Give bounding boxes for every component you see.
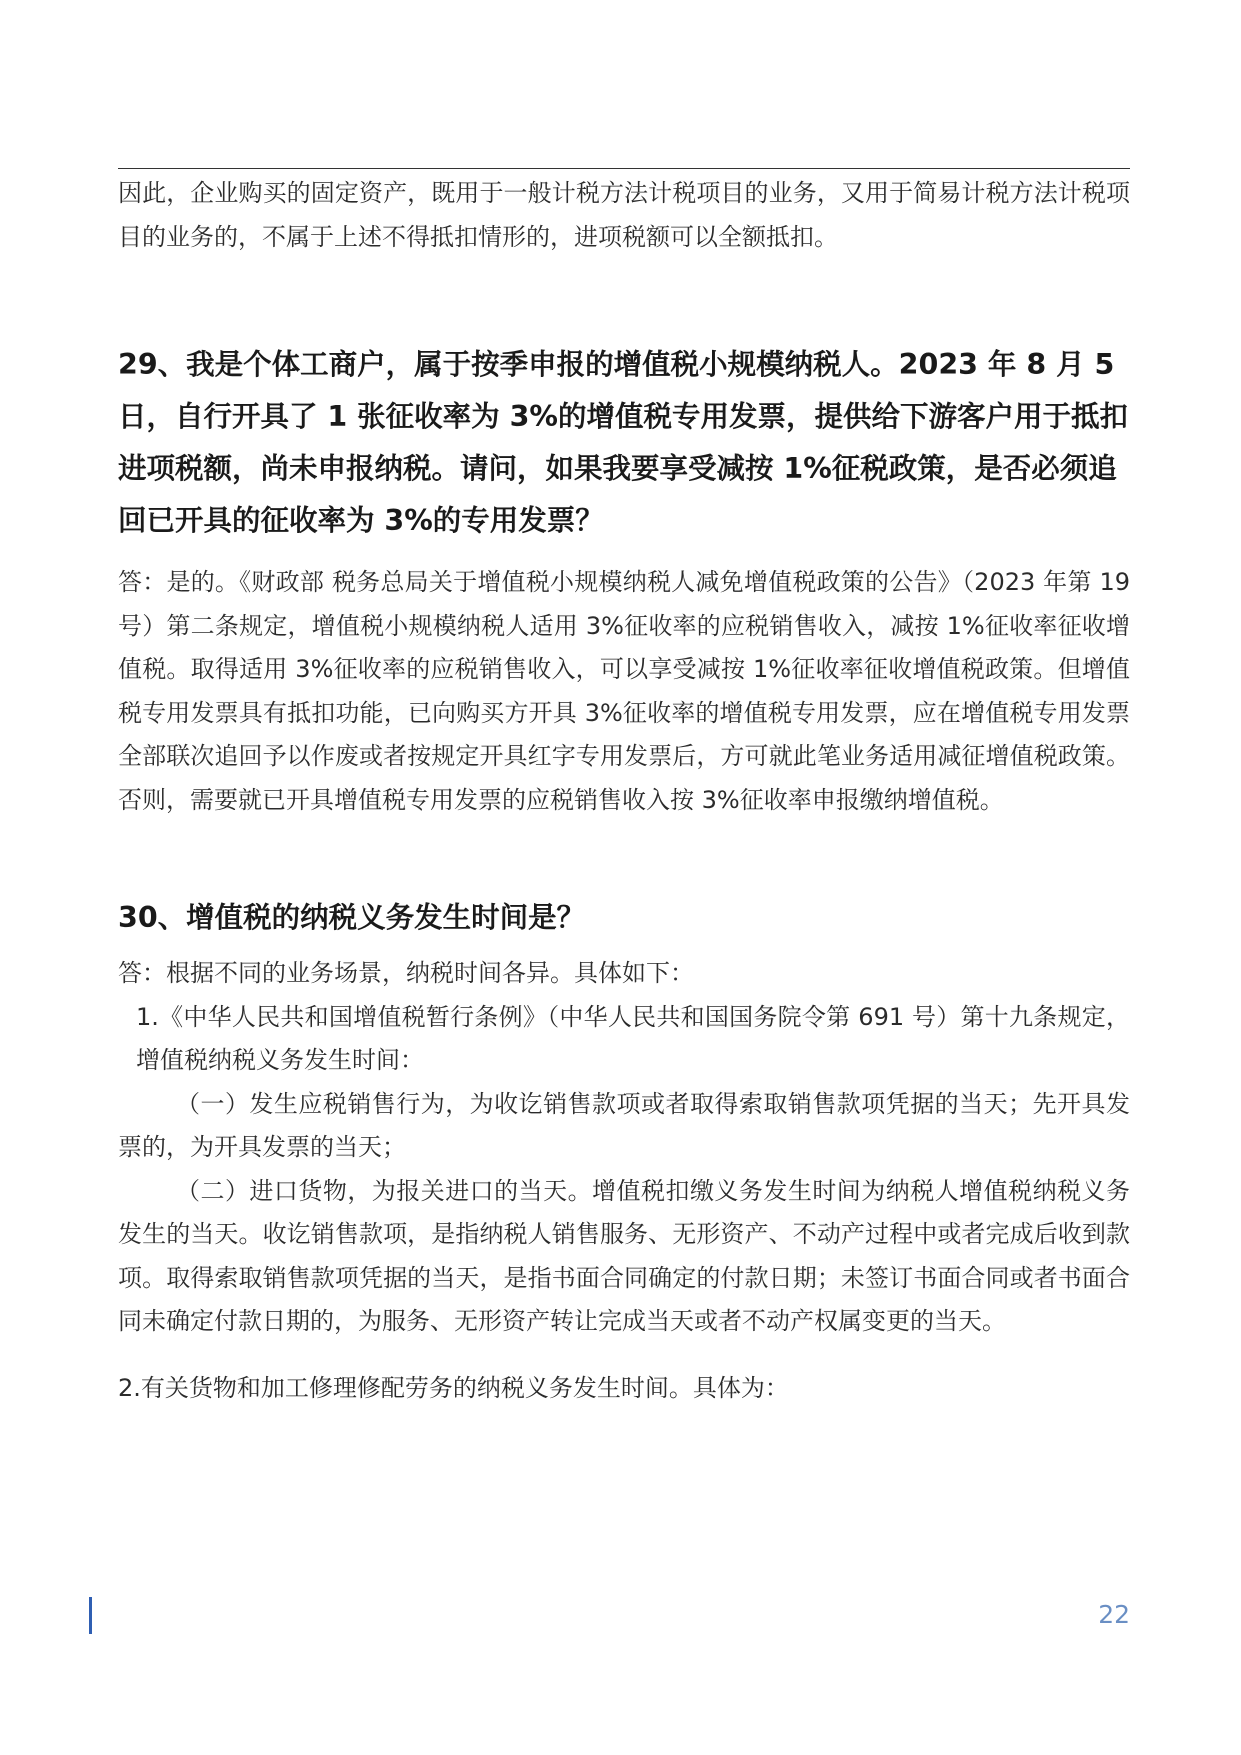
- question-30: 30、增值税的纳税义务发生时间是？: [118, 901, 586, 934]
- page-number: 22: [1098, 1600, 1130, 1629]
- spacer: [118, 822, 1130, 892]
- intro-paragraph: 因此，企业购买的固定资产，既用于一般计税方法计税项目的业务，又用于简易计税方法计税项目的业务的，不属于上述不得抵扣情形的，进项税额可以全额抵扣。: [118, 179, 1130, 251]
- footer-accent-bar: [89, 1597, 92, 1634]
- answer-29: 答：是的。《财政部 税务总局关于增值税小规模纳税人减免增值税政策的公告》（2023 年第 19 号）第二条规定，增值税小规模纳税人适用 3%征收率的应税销售收入，减按 1%征收率征收增值税。取得适用 3%征收率的应税销售收入，可以享受减按 1%征收率征收增值税政策。但增值税专用发票具有抵扣功能，已向购买方开具 3%征收率的增值税专用发票，应在增值税专用发票全部联次追回予以作废或者按规定开具红字专用发票后，方可就此笔业务适用减征增值税政策。否则，需要就已开具增值税专用发票的应税销售收入按 3%征收率申报缴纳增值税。: [118, 568, 1130, 814]
- spacer: [118, 1344, 1130, 1367]
- spacer: [118, 547, 1130, 561]
- answer-30-sub-2: （二）进口货物，为报关进口的当天。增值税扣缴义务发生时间为纳税人增值税纳税义务发生的当天。收讫销售款项，是指纳税人销售服务、无形资产、不动产过程中或者完成后收到款项。取得索取销售款项凭据的当天，是指书面合同确定的付款日期；未签订书面合同或者书面合同未确定付款日期的，为服务、无形资产转让完成当天或者不动产权属变更的当天。: [118, 1176, 1130, 1335]
- spacer: [118, 259, 1130, 339]
- spacer: [118, 944, 1130, 952]
- answer-30-item-1: 1.《中华人民共和国增值税暂行条例》（中华人民共和国国务院令第 691 号）第十九条规定，增值税纳税义务发生时间：: [136, 1002, 1130, 1074]
- page-content: [118, 172, 1130, 1410]
- header-rule: [118, 168, 1130, 169]
- answer-30-intro: 答：根据不同的业务场景，纳税时间各异。具体如下：: [118, 959, 694, 987]
- answer-30-item-2: 2.有关货物和加工修理修配劳务的纳税义务发生时间。具体为：: [118, 1373, 789, 1402]
- question-29: 29、我是个体工商户，属于按季申报的增值税小规模纳税人。2023 年 8 月 5 日，自行开具了 1 张征收率为 3%的增值税专用发票，提供给下游客户用于抵扣进项税额，尚未申报纳税。请问，如果我要享受减按 1%征税政策，是否必须追回已开具的征收率为 3%的专用发票？: [118, 348, 1128, 537]
- answer-30-sub-1: （一）发生应税销售行为，为收讫销售款项或者取得索取销售款项凭据的当天；先开具发票的，为开具发票的当天；: [118, 1089, 1130, 1161]
